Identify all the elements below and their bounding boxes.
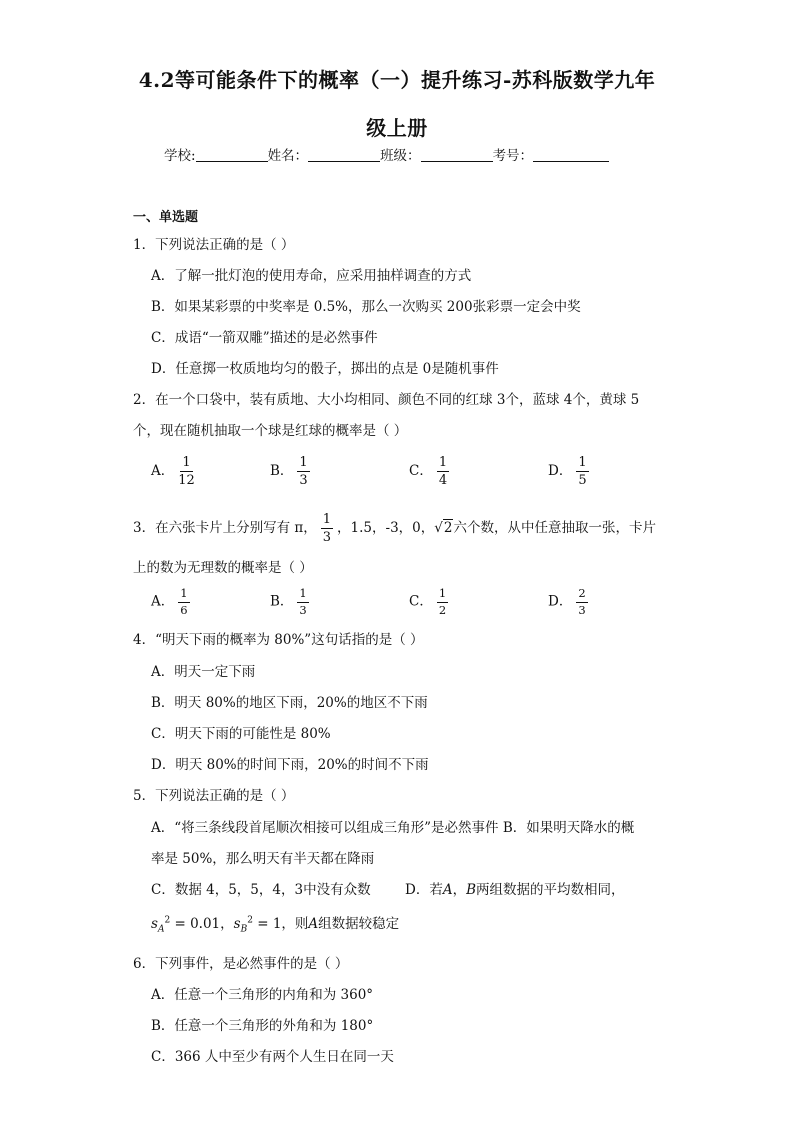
stem-text: D．若	[405, 882, 443, 898]
page-title-line-2: 级上册	[366, 116, 428, 140]
option-label: B．	[270, 593, 294, 610]
question-2-option-a	[151, 456, 199, 487]
fraction	[178, 588, 189, 616]
denominator: 3	[299, 602, 307, 617]
numerator: 1	[182, 455, 191, 470]
option-label: D．	[548, 593, 573, 610]
denominator: 3	[322, 530, 332, 545]
page-title-line-1: 4.2等可能条件下的概率（一）提升练习-苏科版数学九年	[138, 68, 656, 92]
denominator: 4	[438, 473, 448, 488]
denominator: 6	[180, 602, 188, 617]
question-6-stem: 6．下列事件，是必然事件的是（ ）	[133, 956, 349, 972]
question-3-stem-line-1	[133, 513, 656, 544]
denominator: 5	[578, 473, 587, 488]
fraction	[178, 456, 195, 487]
question-1-option-c: C．成语“一箭双雕”描述的是必然事件	[151, 330, 378, 346]
stem-text: 3．在六张卡片上分别写有 π，	[133, 520, 317, 536]
question-5-stem: 5．下列说法正确的是（ ）	[133, 788, 295, 804]
question-4-option-c: C．明天下雨的可能性是 80%	[151, 726, 331, 742]
denominator: 2	[438, 602, 447, 617]
question-2-option-d	[548, 456, 593, 487]
question-6-option-c: C．366 人中至少有两个人生日在同一天	[151, 1049, 394, 1065]
stem-text: 组数据较稳定	[318, 916, 400, 932]
name-label: 姓名：	[267, 148, 309, 164]
option-label: A．	[151, 593, 175, 610]
question-2-stem-line-2: 个，现在随机抽取一个球是红球的概率是（ ）	[133, 423, 408, 439]
section-heading: 一、单选题	[133, 210, 199, 225]
question-5-options-ab-line-2: 率是 50%，那么明天有半天都在降雨	[151, 851, 375, 867]
numerator: 1	[297, 588, 308, 603]
numerator: 1	[437, 588, 448, 603]
denominator: 12	[178, 473, 195, 488]
option-label: A．	[151, 463, 175, 479]
fraction	[576, 588, 587, 616]
numerator: 1	[438, 455, 448, 470]
option-label: B．	[270, 463, 294, 479]
stem-text: 六个数，从中任意抽取一张，卡片	[453, 520, 656, 536]
number-label: 考号：	[492, 148, 534, 164]
student-info-row	[164, 144, 609, 164]
question-4-option-b: B．明天 80%的地区下雨，20%的地区不下雨	[151, 695, 428, 711]
question-5-option-d-line-2	[151, 912, 399, 935]
question-4-stem: 4．“明天下雨的概率为 80%”这句话指的是（ ）	[133, 632, 424, 648]
numerator: 1	[578, 455, 587, 470]
stem-text: ，1.5，-3，0，	[337, 520, 435, 536]
question-6-option-a: A．任意一个三角形的内角和为 360°	[151, 987, 374, 1003]
fraction	[297, 456, 309, 487]
number-blank	[533, 147, 609, 162]
question-6-option-b: B．任意一个三角形的外角和为 180°	[151, 1018, 374, 1034]
numerator: 1	[322, 512, 332, 527]
fraction	[437, 588, 448, 616]
question-5-option-d-line-1	[405, 878, 625, 898]
option-label: C．	[409, 593, 433, 610]
question-3-option-a	[151, 588, 194, 616]
question-2-stem-line-1: 2．在一个口袋中，装有质地、大小均相同、颜色不同的红球 3个，蓝球 4个，黄球 5	[133, 392, 640, 408]
question-1-option-b: B．如果某彩票的中奖率是 0.5%，那么一次购买 200张彩票一定会中奖	[151, 299, 581, 315]
variable-b: B	[466, 882, 476, 898]
question-4-option-d: D．明天 80%的时间下雨，20%的时间不下雨	[151, 757, 429, 773]
question-5-option-c: C．数据 4，5，5，4，3中没有众数	[151, 882, 371, 898]
variance-value: = 0.01，	[170, 916, 234, 932]
fraction	[321, 513, 333, 544]
variance-value: = 1，则	[252, 916, 309, 932]
question-5-options-ab-line-1: A．“将三条线段首尾顺次相接可以组成三角形”是必然事件 B．如果明天降水的概	[151, 820, 635, 836]
name-blank	[308, 147, 380, 162]
class-label: 班级：	[380, 148, 421, 164]
variance-symbol: s	[233, 916, 241, 932]
question-2-option-b	[270, 456, 314, 487]
fraction	[297, 588, 308, 616]
numerator: 2	[576, 588, 587, 603]
variance-subscript: B	[240, 924, 248, 935]
variance-exponent: 2	[164, 915, 171, 926]
question-1-stem: 1．下列说法正确的是（ ）	[133, 237, 295, 253]
question-3-option-c	[409, 588, 452, 616]
variance-subscript: A	[157, 924, 165, 935]
question-2-option-c	[409, 456, 453, 487]
question-3-option-d	[548, 588, 592, 616]
radicand: 2	[443, 520, 453, 536]
class-blank	[421, 147, 493, 162]
school-label: 学校:	[164, 148, 196, 164]
square-root	[434, 520, 453, 536]
denominator: 3	[299, 473, 308, 488]
stem-text: ，	[452, 882, 467, 898]
radical-sign: √	[434, 520, 443, 536]
school-blank	[196, 147, 268, 162]
variable-a: A	[308, 916, 319, 932]
option-label: D．	[548, 463, 573, 479]
fraction	[576, 456, 588, 487]
numerator: 1	[299, 455, 308, 470]
stem-text: 两组数据的平均数相同，	[476, 882, 625, 898]
variable-a: A	[442, 882, 453, 898]
variance-symbol: s	[151, 916, 158, 932]
variance-exponent: 2	[247, 915, 253, 926]
question-1-option-a: A．了解一批灯泡的使用寿命，应采用抽样调查的方式	[151, 268, 472, 284]
question-3-option-b	[270, 588, 313, 616]
fraction	[437, 456, 449, 487]
question-1-option-d: D．任意掷一枚质地均匀的骰子，掷出的点是 0是随机事件	[151, 361, 499, 377]
denominator: 3	[578, 602, 586, 617]
numerator: 1	[178, 588, 189, 603]
option-label: C．	[409, 463, 433, 479]
question-3-stem-line-2: 上的数为无理数的概率是（ ）	[133, 560, 313, 576]
question-4-option-a: A．明天一定下雨	[151, 664, 256, 680]
